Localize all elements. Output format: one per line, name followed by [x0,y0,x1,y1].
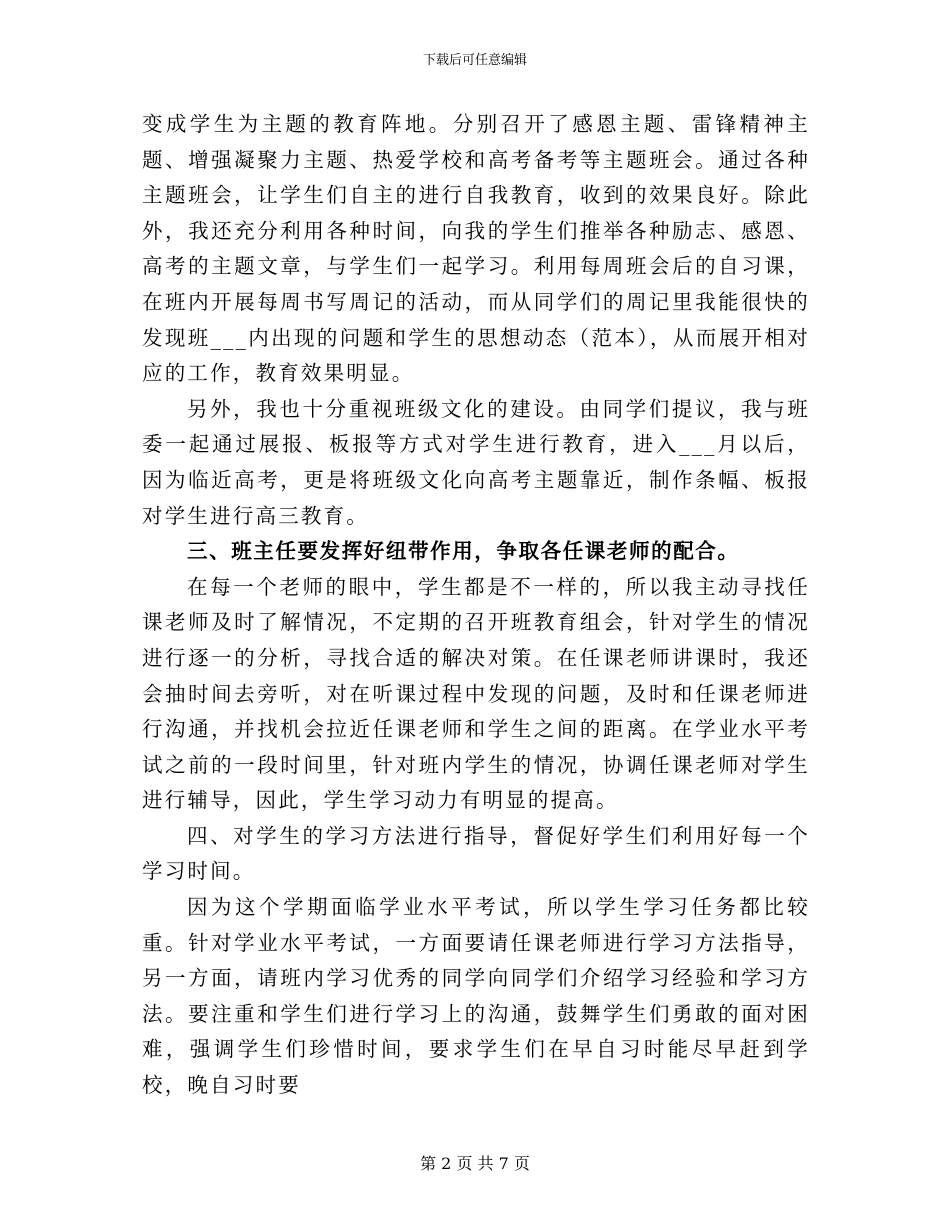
document-body [142,107,810,1104]
page-header: 下载后可任意编辑 [422,53,527,68]
body-paragraph: 因为这个学期面临学业水平考试，所以学生学习任务都比较重。针对学业水平考试，一方面要请任课老师进行学习方法指导，另一方面，请班内学习优秀的同学向同学们介绍学习经验和学习方法。要注重和学生们进行学习上的沟通，鼓舞学生们勇敢的面对困难，强调学生们珍惜时间，要求学生们在早自习时能尽早赶到学校，晚自习时要 [142,895,810,1098]
section-heading: 三、班主任要发挥好纽带作用，争取各任课老师的配合。 [187,539,740,564]
body-paragraph-continued: 变成学生为主题的教育阵地。分别召开了感恩主题、雷锋精神主题、增强凝聚力主题、热爱学校和高考备考等主题班会。通过各种主题班会，让学生们自主的进行自我教育，收到的效果良好。除此外，我还充分利用各种时间，向我的学生们推举各种励志、感恩、高考的主题文章，与学生们一起学习。利用每周班会后的自习课，在班内开展每周书写周记的活动，而从同学们的周记里我能很快的发现班___内出现的问题和学生的思想动态（范本），从而展开相对应的工作，教育效果明显。 [142,112,810,386]
body-paragraph: 另外，我也十分重视班级文化的建设。由同学们提议，我与班委一起通过展报、板报等方式对学生进行教育，进入___月以后，因为临近高考，更是将班级文化向高考主题靠近，制作条幅、板报对学生进行高三教育。 [142,396,810,528]
body-paragraph: 四、对学生的学习方法进行指导，督促好学生们利用好每一个学习时间。 [142,823,810,884]
body-paragraph: 在每一个老师的眼中，学生都是不一样的，所以我主动寻找任课老师及时了解情况，不定期的召开班教育组会，针对学生的情况进行逐一的分析，寻找合适的解决对策。在任课老师讲课时，我还会抽时间去旁听，对在听课过程中发现的问题，及时和任课老师进行沟通，并找机会拉近任课老师和学生之间的距离。在学业水平考试之前的一段时间里，针对班内学生的情况，协调任课老师对学生进行辅导，因此，学生学习动力有明显的提高。 [142,574,810,813]
page-footer: 第 2 页 共 7 页 [420,1154,530,1173]
